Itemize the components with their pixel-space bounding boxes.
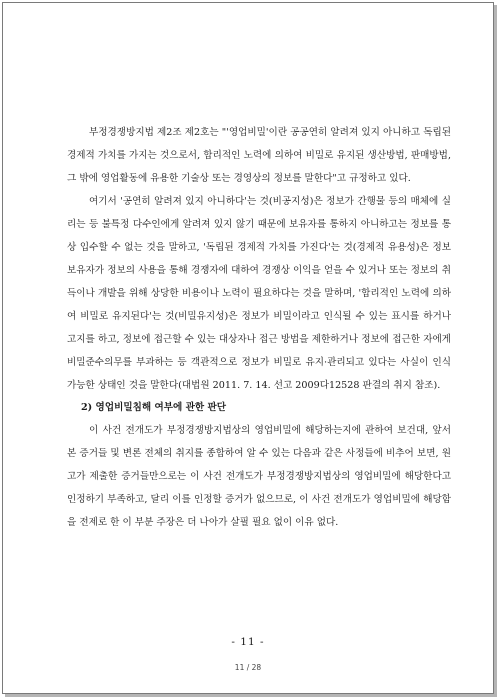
page-number: - 11 - (231, 636, 265, 648)
paragraph-definition: 부정경쟁방지법 제2조 제2호는 "'영업비밀'이란 공공연히 알려져 있지 아니하고 독립된 경제적 가치를 가지는 것으로서, 합리적인 노력에 의하여 비밀로 유지된 생산방법, 판매방법, 그 밖에 영업활동에 유용한 기술상 또는 경영상의 정보를 말한다"고 규정하고 있다. (67, 127, 451, 184)
paragraph-requirements: 여기서 '공연히 알려져 있지 아니하다'는 것(비공지성)은 정보가 간행물 등의 매체에 실리는 등 불특정 다수인에게 알려져 있지 않기 때문에 보유자를 통하지 아니하고는 정보를 통상 입수할 수 없는 것을 말하고, '독립된 경제적 가치를 가진다'는 것(경제적 유용성)은 정보 보유자가 정보의 사용을 통해 경쟁자에 대하여 경쟁상 이익을 얻을 수 있거나 또는 정보의 취득이나 개발을 위해 상당한 비용이나 노력이 필요하다는 것을 말하며, '합리적인 노력에 의하여 비밀로 유지된다'는 것(비밀유지성)은 정보가 비밀이라고 인식될 수 있는 표시를 하거나 고지를 하고, 정보에 접근할 수 있는 대상자나 접근 방법을 제한하거나 정보에 접근한 자에게 비밀준수의무를 부과하는 등 객관적으로 정보가 비밀로 유지·관리되고 있다는 사실이 인식 가능한 상태인 것을 말한다(대법원 2011. 7. 14. 선고 2009다12528 판결의 취지 참조). (67, 196, 452, 391)
document-body (67, 121, 451, 534)
paragraph-judgment: 이 사건 전개도가 부정경쟁방지법상의 영업비밀에 해당하는지에 관하여 보건대, 앞서 본 증거들 및 변론 전체의 취지를 종합하여 알 수 있는 다음과 같은 사정들에 비추어 보면, 원고가 제출한 증거들만으로는 이 사건 전개도가 부정경쟁방지법상의 영업비밀에 해당한다고 인정하기 부족하고, 달리 이를 인정할 증거가 없으므로, 이 사건 전개도가 영업비밀에 해당함을 전제로 한 이 부분 주장은 더 나아가 살필 필요 없이 이유 없다. (67, 425, 451, 528)
page-counter: 11 / 28 (234, 663, 262, 672)
document-page (2, 2, 494, 694)
section-heading: 2) 영업비밀침해 여부에 관한 판단 (81, 402, 227, 413)
